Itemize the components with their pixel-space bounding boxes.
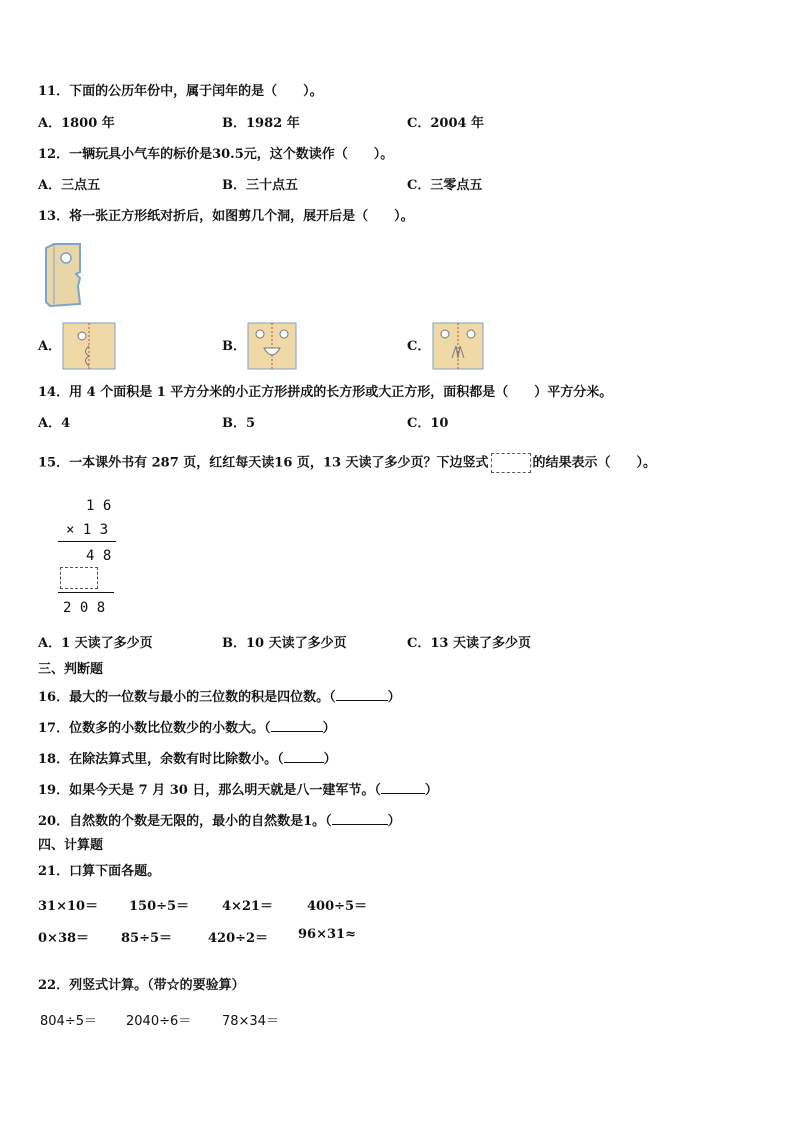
q14-option-b[interactable]: B．5 (222, 416, 256, 431)
option-c-image (432, 322, 484, 370)
q18-answer-blank[interactable] (284, 750, 324, 763)
q16-answer-blank[interactable] (336, 688, 388, 701)
vertical-row-5: 2 0 8 (63, 600, 106, 616)
question-19 (38, 781, 438, 799)
dashed-answer-box (60, 567, 98, 589)
q17-end: ） (322, 721, 336, 736)
q11-option-c[interactable]: C．2004 年 (407, 116, 485, 131)
q13-option-a[interactable]: A． (38, 339, 62, 354)
question-13: 13．将一张正方形纸对折后，如图剪几个洞，展开后是（ ）。 (38, 209, 414, 224)
q13-option-c[interactable]: C． (407, 339, 431, 354)
vertical-rule-1 (58, 541, 116, 542)
q16-end: ） (387, 690, 401, 705)
q20-end: ） (387, 814, 401, 829)
mental-calc-item: 4×21＝ (222, 899, 274, 914)
mental-calc-item: 31×10＝ (38, 899, 99, 914)
vertical-calc-item: 78×34＝ (222, 1014, 279, 1029)
question-12: 12．一辆玩具小气车的标价是30.5元，这个数读作（ ）。 (38, 147, 394, 162)
dashed-box-icon (491, 453, 531, 473)
mental-calc-item: 150÷5＝ (129, 899, 190, 914)
mental-calc-item: 0×38＝ (38, 931, 90, 946)
q11-option-a[interactable]: A．1800 年 (38, 116, 115, 131)
q13-option-b[interactable]: B． (222, 339, 246, 354)
option-b-image (247, 322, 297, 370)
vertical-calc-item: 2040÷6＝ (126, 1014, 192, 1029)
question-17 (38, 719, 336, 737)
option-a-image (62, 322, 116, 370)
q17-text: 17．位数多的小数比位数少的小数大。（ (38, 721, 271, 736)
q19-answer-blank[interactable] (381, 781, 425, 794)
question-18 (38, 750, 337, 768)
vertical-row-2: × 1 3 (66, 522, 109, 538)
question-22: 22．列竖式计算。（带☆的要验算） (38, 978, 245, 993)
folded-paper-image (44, 242, 84, 308)
vertical-row-1: 1 6 (86, 498, 112, 514)
question-11: 11．下面的公历年份中，属于闰年的是（ ）。 (38, 84, 323, 99)
q15-stem-part2: 的结果表示（ ）。 (532, 455, 657, 471)
section-4-heading: 四、计算题 (38, 838, 104, 853)
q18-end: ） (323, 752, 337, 767)
q20-answer-blank[interactable] (332, 812, 388, 825)
vertical-calc-item: 804÷5＝ (40, 1014, 97, 1029)
question-14: 14．用 4 个面积是 1 平方分米的小正方形拼成的长方形或大正方形，面积都是（ ）平方分米。 (38, 385, 613, 400)
mental-calc-item: 400÷5＝ (307, 899, 368, 914)
q12-option-b[interactable]: B．三十点五 (222, 178, 298, 193)
q20-text: 20．自然数的个数是无限的，最小的自然数是1。（ (38, 814, 332, 829)
vertical-rule-2 (58, 592, 114, 593)
q14-option-a[interactable]: A．4 (38, 416, 71, 431)
q11-option-b[interactable]: B．1982 年 (222, 116, 300, 131)
vertical-row-3: 4 8 (86, 548, 112, 564)
q17-answer-blank[interactable] (271, 719, 323, 732)
q18-text: 18．在除法算式里，余数有时比除数小。（ (38, 752, 284, 767)
q15-stem-part1: 15．一本课外书有 287 页，红红每天读16 页，13 天读了多少页？下边竖式 (38, 455, 489, 471)
mental-calc-item: 85÷5＝ (121, 931, 173, 946)
q16-text: 16．最大的一位数与最小的三位数的积是四位数。（ (38, 690, 336, 705)
question-21: 21．口算下面各题。 (38, 864, 161, 879)
q12-option-a[interactable]: A．三点五 (38, 178, 101, 193)
q12-option-c[interactable]: C．三零点五 (407, 178, 483, 193)
q15-option-a[interactable]: A．1 天读了多少页 (38, 636, 153, 651)
q15-option-c[interactable]: C．13 天读了多少页 (407, 636, 531, 651)
mental-calc-item: 420÷2＝ (208, 931, 269, 946)
section-3-heading: 三、判断题 (38, 662, 104, 677)
question-15 (38, 453, 656, 473)
question-20 (38, 812, 401, 830)
q15-option-b[interactable]: B．10 天读了多少页 (222, 636, 347, 651)
q14-option-c[interactable]: C．10 (407, 416, 449, 431)
mental-calc-item: 96×31≈ (298, 927, 356, 942)
q19-text: 19．如果今天是 7 月 30 日，那么明天就是八一建军节。（ (38, 783, 381, 798)
question-16 (38, 688, 401, 706)
q19-end: ） (424, 783, 438, 798)
